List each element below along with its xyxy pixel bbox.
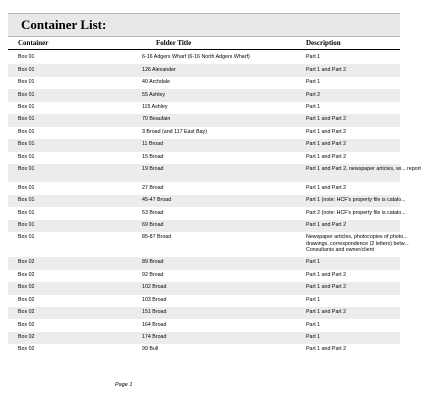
page-title: Container List: bbox=[21, 17, 107, 32]
table-row bbox=[8, 344, 400, 356]
cell-folder-title: 126 Alexander bbox=[142, 66, 176, 73]
table-row bbox=[8, 89, 400, 101]
table-row bbox=[8, 195, 406, 207]
cell-description: Part 1 bbox=[306, 296, 321, 303]
cell-folder-title: 164 Broad bbox=[142, 321, 167, 328]
table-row bbox=[8, 77, 400, 89]
cell-folder-title: 19 Broad bbox=[142, 166, 164, 173]
cell-container: Box 01 bbox=[18, 66, 35, 73]
table-row bbox=[8, 270, 400, 282]
cell-container: Box 01 bbox=[18, 234, 35, 241]
table-row bbox=[8, 257, 400, 269]
cell-folder-title: 45-47 Broad bbox=[142, 197, 172, 204]
table-row bbox=[8, 64, 400, 76]
cell-description: Part 1 bbox=[306, 321, 321, 328]
cell-container: Box 02 bbox=[18, 284, 35, 291]
cell-folder-title: 40 Archdale bbox=[142, 79, 170, 86]
table-row bbox=[8, 282, 400, 294]
header-description: Description bbox=[306, 39, 341, 47]
cell-description: Part 2 (note: HCF's property file is catalo... bbox=[306, 209, 406, 216]
cell-folder-title: 174 Broad bbox=[142, 334, 167, 340]
cell-container: Box 01 bbox=[18, 209, 35, 216]
cell-folder-title: 99 Bull bbox=[142, 346, 159, 353]
table-row bbox=[8, 295, 400, 307]
cell-description: Part 1 bbox=[306, 79, 321, 86]
cell-description: Newspaper articles, photocopies of photo... drawings, correspondence (2 letters) betw... Consultants and owner/client bbox=[306, 234, 409, 253]
cell-container: Box 01 bbox=[18, 116, 35, 123]
cell-folder-title: 27 Broad bbox=[142, 184, 164, 191]
cell-description: Part 1 and Part 2 bbox=[306, 153, 347, 160]
cell-container: Box 01 bbox=[18, 197, 35, 204]
cell-container: Box 01 bbox=[18, 54, 35, 61]
cell-folder-title: 103 Broad bbox=[142, 296, 167, 303]
table-row bbox=[8, 127, 400, 139]
cell-description: Part 1 bbox=[306, 103, 321, 110]
table-row bbox=[8, 152, 400, 164]
page-number: Page 1 bbox=[115, 382, 133, 388]
table-row bbox=[8, 332, 400, 344]
table-row bbox=[8, 207, 406, 219]
cell-container: Box 01 bbox=[18, 91, 35, 98]
cell-folder-title: 69 Broad bbox=[142, 221, 164, 228]
cell-container: Box 02 bbox=[18, 309, 35, 316]
cell-description: Part 1 and Part 2 bbox=[306, 221, 347, 228]
table-row bbox=[8, 307, 400, 319]
cell-container: Box 01 bbox=[18, 141, 35, 148]
cell-folder-title: 115 Ashley bbox=[142, 103, 168, 110]
cell-description: Part 1 bbox=[306, 259, 321, 266]
cell-container: Box 01 bbox=[18, 184, 35, 191]
table-row bbox=[8, 220, 400, 232]
cell-container: Box 02 bbox=[18, 346, 35, 353]
cell-container: Box 01 bbox=[18, 103, 35, 110]
cell-description: Part 1 and Part 2 bbox=[306, 184, 347, 191]
table-body bbox=[8, 52, 421, 357]
cell-container: Box 01 bbox=[18, 79, 35, 86]
cell-description: Part 1 and Part 2 bbox=[306, 128, 347, 135]
cell-container: Box 02 bbox=[18, 296, 35, 303]
header-folder-title: Folder Title bbox=[156, 39, 192, 47]
cell-description: Part 1 and Part 2 bbox=[306, 284, 347, 291]
cell-description: Part 1 (note: HCF's property file is catalo... bbox=[306, 197, 406, 204]
table-row bbox=[8, 139, 400, 151]
container-list-title-bar bbox=[8, 13, 400, 37]
header-container: Container bbox=[18, 39, 49, 47]
cell-container: Box 02 bbox=[18, 271, 35, 278]
cell-container: Box 02 bbox=[18, 259, 35, 266]
table-row bbox=[8, 102, 400, 114]
cell-description: Part 1 and Part 2 bbox=[306, 271, 347, 278]
cell-description: Part 1 and Part 2, newspaper articles, wi... report bbox=[306, 166, 421, 173]
cell-description: Part 1 and Part 2 bbox=[306, 309, 347, 316]
cell-container: Box 01 bbox=[18, 128, 35, 135]
cell-folder-title: 11 Broad bbox=[142, 141, 164, 148]
cell-description: Part 1 and Part 2 bbox=[306, 141, 347, 148]
cell-folder-title: 15 Broad bbox=[142, 153, 164, 160]
cell-description: Part 1 and Part 2 bbox=[306, 116, 347, 123]
cell-container: Box 02 bbox=[18, 334, 35, 340]
cell-folder-title: 6-16 Adgers Wharf (6-16 North Adgers Wharf) bbox=[142, 54, 250, 61]
cell-container: Box 02 bbox=[18, 321, 35, 328]
cell-folder-title: 53 Broad bbox=[142, 209, 164, 216]
cell-folder-title: 151 Broad bbox=[142, 309, 167, 316]
table-row bbox=[8, 319, 400, 331]
cell-folder-title: 70 Beaufain bbox=[142, 116, 171, 123]
cell-description: Part 1 and Part 2 bbox=[306, 346, 347, 353]
cell-description: Part 1 bbox=[306, 54, 321, 61]
table-row bbox=[8, 52, 400, 64]
cell-folder-title: 85-87 Broad bbox=[142, 234, 172, 241]
cell-container: Box 01 bbox=[18, 221, 35, 228]
cell-folder-title: 89 Broad bbox=[142, 259, 164, 266]
cell-description: Part 2 bbox=[306, 91, 321, 98]
table-row bbox=[8, 232, 409, 257]
cell-description: Part 1 bbox=[306, 334, 321, 340]
cell-container: Box 01 bbox=[18, 153, 35, 160]
cell-folder-title: 92 Broad bbox=[142, 271, 164, 278]
cell-container: Box 01 bbox=[18, 166, 35, 173]
table-header bbox=[8, 38, 400, 50]
table-row bbox=[8, 164, 421, 183]
cell-description: Part 1 and Part 2 bbox=[306, 66, 347, 73]
table-row bbox=[8, 114, 400, 126]
table-row bbox=[8, 182, 400, 194]
cell-folder-title: 55 Ashley bbox=[142, 91, 165, 98]
cell-folder-title: 102 Broad bbox=[142, 284, 167, 291]
cell-folder-title: 3 Broad (and 117 East Bay) bbox=[142, 128, 207, 135]
